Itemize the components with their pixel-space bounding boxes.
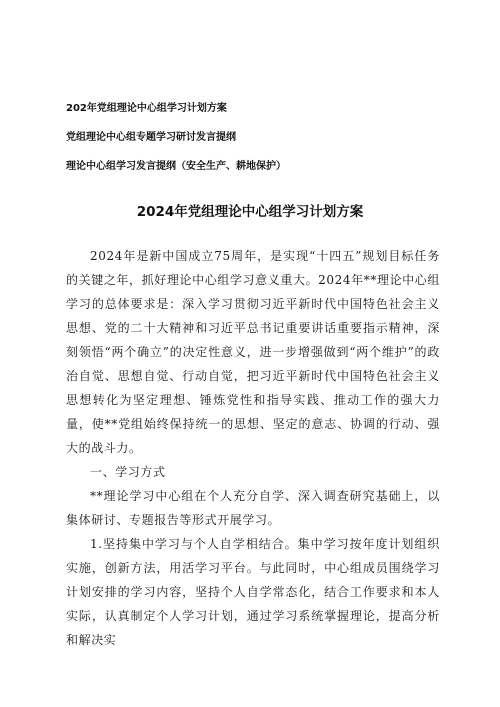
document-title: 2024年党组理论中心组学习计划方案	[136, 204, 364, 220]
document-body	[66, 244, 440, 652]
item-1-paragraph: 1.坚持集中学习与个人自学相结合。集中学习按年度计划组织实施，创新方法，用活学习平台。与此同时，中心组成员围绕学习计划安排的学习内容，坚持个人自学常态化，结合工作要求和本人实际，认真制定个人学习计划，通过学习系统掌握理论，提高分析和解决实	[66, 537, 440, 647]
intro-paragraph: 2024年是新中国成立75周年，是实现“十四五”规划目标任务的关键之年，抓好理论中心组学习意义重大。2024年**理论中心组学习的总体要求是：深入学习贯彻习近平新时代中国特色社会主义思想、党的二十大精神和习近平总书记重要讲话重要指示精神，深刻领悟“两个确立”的决定性意义，进一步增强做到“两个维护”的政治自觉、思想自觉、行动自觉，把习近平新时代中国特色社会主义思想转化为坚定理想、锤炼党性和指导实践、推动工作的强大力量，使**党组始终保持统一的思想、坚定的意志、协调的行动、强大的战斗力。	[66, 249, 440, 455]
related-doc-link-2[interactable]: 党组理论中心组专题学习研讨发言提纲	[66, 132, 236, 143]
study-method-paragraph: **理论学习中心组在个人充分自学、深入调查研究基础上，以集体研讨、专题报告等形式开展学习。	[66, 489, 440, 527]
related-doc-link-1[interactable]: 202年党组理论中心组学习计划方案	[66, 103, 227, 114]
related-doc-link-3[interactable]: 理论中心组学习发言提纲（安全生产、耕地保护）	[66, 161, 286, 172]
section-heading-study-method: 一、学习方式	[90, 465, 166, 479]
